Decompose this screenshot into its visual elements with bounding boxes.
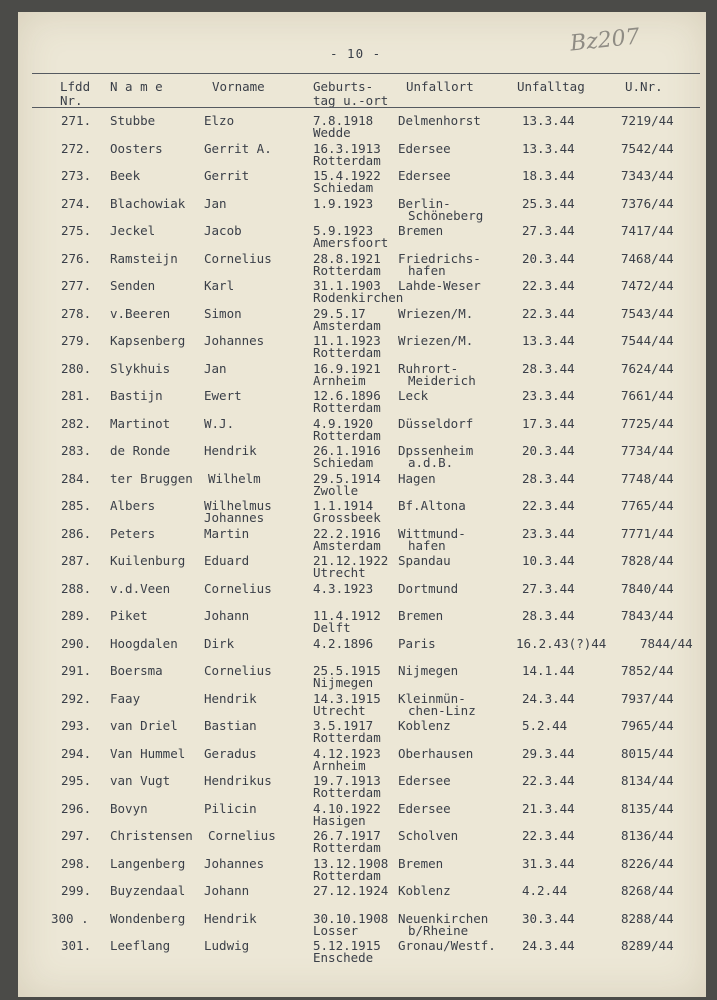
row-birth-date: 1.9.1923 bbox=[313, 195, 374, 211]
row-birth-place: Rotterdam bbox=[313, 867, 381, 883]
row-case-number: 7376/44 bbox=[621, 195, 674, 211]
row-case-number: 7661/44 bbox=[621, 388, 674, 403]
row-number: 277. bbox=[61, 278, 92, 293]
row-birth-date: 4.3.1923 bbox=[313, 580, 374, 596]
row-accident-date: 13.3.44 bbox=[522, 113, 575, 128]
row-accident-date: 24.3.44 bbox=[522, 690, 575, 706]
row-case-number: 7544/44 bbox=[621, 333, 674, 348]
row-number: 273. bbox=[61, 168, 92, 183]
table-row bbox=[0, 472, 717, 500]
row-birth-date: 4.9.1920 bbox=[313, 415, 374, 431]
row-surname: ter Bruggen bbox=[110, 470, 193, 486]
row-firstname: Hendrik bbox=[204, 910, 257, 926]
row-case-number: 7417/44 bbox=[621, 223, 674, 238]
row-firstname: Karl bbox=[204, 278, 235, 293]
row-birth-date: 15.4.1922 bbox=[313, 168, 381, 183]
row-surname: Faay bbox=[110, 690, 141, 706]
row-surname: Boersma bbox=[110, 663, 163, 678]
table-row bbox=[0, 857, 717, 885]
row-surname: Slykhuis bbox=[110, 360, 171, 376]
row-accident-place-2: a.d.B. bbox=[408, 455, 454, 470]
row-birth-place: Utrecht bbox=[313, 702, 366, 718]
row-accident-date: 24.3.44 bbox=[522, 938, 575, 953]
row-accident-date: 20.3.44 bbox=[522, 250, 575, 266]
row-accident-place: Gronau/Westf. bbox=[398, 938, 496, 953]
row-accident-date: 16.2.43(?)44 bbox=[516, 635, 607, 651]
row-birth-place: Hasigen bbox=[313, 812, 366, 828]
table-row bbox=[0, 334, 717, 362]
row-case-number: 7343/44 bbox=[621, 168, 674, 183]
row-number: 284. bbox=[61, 470, 92, 486]
table-row bbox=[0, 114, 717, 142]
row-number: 278. bbox=[61, 305, 92, 321]
row-accident-place: Edersee bbox=[398, 168, 451, 183]
row-number: 281. bbox=[61, 388, 92, 403]
row-accident-date: 27.3.44 bbox=[522, 223, 575, 238]
row-surname: Bastijn bbox=[110, 388, 163, 403]
table-row bbox=[0, 609, 717, 637]
row-birth-place: Arnheim bbox=[313, 757, 366, 773]
row-number: 294. bbox=[61, 745, 92, 761]
row-firstname: Geradus bbox=[204, 745, 257, 761]
row-firstname: Cornelius bbox=[204, 663, 272, 678]
row-accident-date: 20.3.44 bbox=[522, 443, 575, 458]
row-case-number: 7937/44 bbox=[621, 690, 674, 706]
row-firstname: Johann bbox=[204, 608, 250, 623]
table-row bbox=[0, 142, 717, 170]
row-surname: Christensen bbox=[110, 828, 193, 843]
row-surname: v.Beeren bbox=[110, 305, 171, 321]
row-surname: Peters bbox=[110, 525, 156, 541]
row-birth-date: 29.5.1914 bbox=[313, 470, 381, 486]
table-row bbox=[0, 224, 717, 252]
row-case-number: 8134/44 bbox=[621, 773, 674, 788]
row-case-number: 7965/44 bbox=[621, 718, 674, 733]
row-accident-date: 27.3.44 bbox=[522, 580, 575, 596]
row-accident-place-2: b/Rheine bbox=[408, 922, 469, 938]
row-surname: Stubbe bbox=[110, 113, 156, 128]
row-accident-date: 17.3.44 bbox=[522, 415, 575, 431]
row-accident-date: 18.3.44 bbox=[522, 168, 575, 183]
row-firstname: Dirk bbox=[204, 635, 235, 651]
table-row bbox=[0, 829, 717, 857]
row-number: 279. bbox=[61, 333, 92, 348]
row-accident-place: Edersee bbox=[398, 800, 451, 816]
row-surname: Langenberg bbox=[110, 855, 186, 871]
row-birth-place: Wedde bbox=[313, 125, 351, 140]
row-accident-place: Edersee bbox=[398, 773, 451, 788]
row-accident-place-2: chen-Linz bbox=[408, 702, 476, 718]
row-number: 290. bbox=[61, 635, 92, 651]
row-accident-date: 22.3.44 bbox=[522, 278, 575, 293]
row-birth-date: 1.1.1914 bbox=[313, 498, 374, 513]
row-birth-date: 29.5.17 bbox=[313, 305, 366, 321]
row-accident-place: Koblenz bbox=[398, 718, 451, 733]
row-surname: de Ronde bbox=[110, 443, 171, 458]
row-surname: Blachowiak bbox=[110, 195, 186, 211]
row-firstname: Hendrik bbox=[204, 443, 257, 458]
row-accident-place: Koblenz bbox=[398, 883, 451, 898]
row-firstname: Johannes bbox=[204, 333, 265, 348]
table-row bbox=[0, 169, 717, 197]
row-number: 292. bbox=[61, 690, 92, 706]
row-accident-place: Oberhausen bbox=[398, 745, 474, 761]
row-birth-place: Schiedam bbox=[313, 455, 374, 470]
row-accident-date: 4.2.44 bbox=[522, 883, 568, 898]
row-number: 298. bbox=[61, 855, 92, 871]
row-accident-place-2: Meiderich bbox=[408, 372, 476, 388]
row-birth-date: 27.12.1924 bbox=[313, 883, 389, 898]
row-firstname: Cornelius bbox=[204, 580, 272, 596]
row-firstname: Martin bbox=[204, 525, 250, 541]
row-case-number: 7840/44 bbox=[621, 580, 674, 596]
row-case-number: 7828/44 bbox=[621, 553, 674, 568]
row-case-number: 7468/44 bbox=[621, 250, 674, 266]
row-case-number: 7542/44 bbox=[621, 140, 674, 156]
row-surname: Hoogdalen bbox=[110, 635, 178, 651]
row-accident-place: Bremen bbox=[398, 223, 444, 238]
row-surname: Albers bbox=[110, 498, 156, 513]
row-birth-place: Zwolle bbox=[313, 482, 359, 498]
table-row bbox=[0, 279, 717, 307]
row-number: 299. bbox=[61, 883, 92, 898]
header-bottom-rule bbox=[32, 107, 700, 108]
row-number: 300 . bbox=[51, 910, 89, 926]
row-accident-place: Bremen bbox=[398, 855, 444, 871]
row-surname: van Driel bbox=[110, 718, 178, 733]
row-firstname: Jan bbox=[204, 360, 227, 376]
row-birth-place: Rotterdam bbox=[313, 152, 381, 168]
row-firstname: Wilhelmus bbox=[204, 498, 272, 513]
row-accident-place: Dpssenheim bbox=[398, 443, 474, 458]
row-birth-date: 22.2.1916 bbox=[313, 525, 381, 541]
row-firstname: Cornelius bbox=[204, 250, 272, 266]
table-row bbox=[0, 389, 717, 417]
row-birth-place: Rotterdam bbox=[313, 840, 381, 855]
row-accident-place: Ruhrort- bbox=[398, 360, 459, 376]
row-accident-place: Wittmund- bbox=[398, 525, 466, 541]
table-row bbox=[0, 637, 717, 665]
row-birth-date: 16.3.1913 bbox=[313, 140, 381, 156]
row-surname: Piket bbox=[110, 608, 148, 623]
table-row bbox=[0, 417, 717, 445]
row-accident-place: Edersee bbox=[398, 140, 451, 156]
row-birth-date: 25.5.1915 bbox=[313, 663, 381, 678]
header-unfallort: Unfallort bbox=[406, 79, 474, 94]
row-accident-date: 22.3.44 bbox=[522, 498, 575, 513]
row-case-number: 7765/44 bbox=[621, 498, 674, 513]
row-birth-date: 21.12.1922 bbox=[313, 553, 389, 568]
row-number: 289. bbox=[61, 608, 92, 623]
row-birth-date: 3.5.1917 bbox=[313, 718, 374, 733]
row-accident-place: Paris bbox=[398, 635, 436, 651]
row-case-number: 7725/44 bbox=[621, 415, 674, 431]
row-firstname: Wilhelm bbox=[208, 470, 261, 486]
row-number: 301. bbox=[61, 938, 92, 953]
row-birth-date: 26.7.1917 bbox=[313, 828, 381, 843]
row-firstname: Simon bbox=[204, 305, 242, 321]
row-accident-place-2: hafen bbox=[408, 262, 446, 278]
table-row bbox=[0, 664, 717, 692]
row-accident-place-2: hafen bbox=[408, 537, 446, 553]
header-unfalltag: Unfalltag bbox=[517, 79, 585, 94]
row-firstname: Jacob bbox=[204, 223, 242, 238]
row-number: 288. bbox=[61, 580, 92, 596]
row-accident-place: Dortmund bbox=[398, 580, 459, 596]
row-birth-date: 4.10.1922 bbox=[313, 800, 381, 816]
row-number: 291. bbox=[61, 663, 92, 678]
row-number: 296. bbox=[61, 800, 92, 816]
header-top-rule bbox=[32, 73, 700, 74]
row-birth-place: Grossbeek bbox=[313, 510, 381, 525]
row-birth-place: Rotterdam bbox=[313, 345, 381, 360]
row-accident-date: 5.2.44 bbox=[522, 718, 568, 733]
row-birth-date: 5.9.1923 bbox=[313, 223, 374, 238]
row-accident-date: 28.3.44 bbox=[522, 360, 575, 376]
row-birth-date: 16.9.1921 bbox=[313, 360, 381, 376]
row-accident-date: 28.3.44 bbox=[522, 470, 575, 486]
row-surname: Bovyn bbox=[110, 800, 148, 816]
row-accident-date: 10.3.44 bbox=[522, 553, 575, 568]
row-birth-place: Arnheim bbox=[313, 372, 366, 388]
row-number: 295. bbox=[61, 773, 92, 788]
row-accident-place: Bf.Altona bbox=[398, 498, 466, 513]
row-birth-date: 7.8.1918 bbox=[313, 113, 374, 128]
row-accident-place: Lahde-Weser bbox=[398, 278, 481, 293]
row-surname: Senden bbox=[110, 278, 156, 293]
row-case-number: 7624/44 bbox=[621, 360, 674, 376]
row-surname: Oosters bbox=[110, 140, 163, 156]
row-accident-date: 22.3.44 bbox=[522, 828, 575, 843]
row-accident-date: 13.3.44 bbox=[522, 140, 575, 156]
row-case-number: 8289/44 bbox=[621, 938, 674, 953]
row-accident-place: Nijmegen bbox=[398, 663, 459, 678]
row-case-number: 7852/44 bbox=[621, 663, 674, 678]
row-number: 280. bbox=[61, 360, 92, 376]
row-case-number: 8268/44 bbox=[621, 883, 674, 898]
row-number: 275. bbox=[61, 223, 92, 238]
row-case-number: 7844/44 bbox=[640, 635, 693, 651]
row-birth-date: 31.1.1903 bbox=[313, 278, 381, 293]
row-case-number: 7219/44 bbox=[621, 113, 674, 128]
row-birth-date: 11.1.1923 bbox=[313, 333, 381, 348]
table-row bbox=[0, 527, 717, 555]
row-birth-place: Losser bbox=[313, 922, 359, 938]
row-case-number: 8288/44 bbox=[621, 910, 674, 926]
table-row bbox=[0, 252, 717, 280]
row-birth-place: Amsterdam bbox=[313, 317, 381, 333]
row-case-number: 8135/44 bbox=[621, 800, 674, 816]
row-case-number: 8015/44 bbox=[621, 745, 674, 761]
row-firstname: Jan bbox=[204, 195, 227, 211]
row-surname: Wondenberg bbox=[110, 910, 186, 926]
row-accident-place: Düsseldorf bbox=[398, 415, 474, 431]
row-accident-place: Friedrichs- bbox=[398, 250, 481, 266]
row-firstname: Ewert bbox=[204, 388, 242, 403]
header-geburt-line1: Geburts- bbox=[313, 79, 374, 94]
row-birth-place: Rotterdam bbox=[313, 730, 381, 745]
row-accident-date: 23.3.44 bbox=[522, 388, 575, 403]
row-accident-date: 29.3.44 bbox=[522, 745, 575, 761]
row-surname: Jeckel bbox=[110, 223, 156, 238]
row-case-number: 8136/44 bbox=[621, 828, 674, 843]
row-accident-place: Neuenkirchen bbox=[398, 910, 489, 926]
row-birth-place: Nijmegen bbox=[313, 675, 374, 690]
row-birth-place: Rotterdam bbox=[313, 262, 381, 278]
row-firstname: Hendrikus bbox=[204, 773, 272, 788]
header-geburt-line2: tag u.-ort bbox=[313, 93, 389, 108]
row-firstname: W.J. bbox=[204, 415, 235, 431]
row-surname: Martinot bbox=[110, 415, 171, 431]
row-birth-place: Utrecht bbox=[313, 565, 366, 580]
row-number: 286. bbox=[61, 525, 92, 541]
row-accident-place-2: Schöneberg bbox=[408, 207, 484, 223]
row-case-number: 7748/44 bbox=[621, 470, 674, 486]
row-birth-place: Rotterdam bbox=[313, 427, 381, 443]
row-birth-date: 30.10.1908 bbox=[313, 910, 389, 926]
row-firstname: Gerrit A. bbox=[204, 140, 272, 156]
row-accident-place: Hagen bbox=[398, 470, 436, 486]
row-birth-date: 28.8.1921 bbox=[313, 250, 381, 266]
row-number: 272. bbox=[61, 140, 92, 156]
row-accident-date: 28.3.44 bbox=[522, 608, 575, 623]
row-firstname: Ludwig bbox=[204, 938, 250, 953]
row-surname: Leeflang bbox=[110, 938, 171, 953]
row-accident-place: Wriezen/M. bbox=[398, 305, 474, 321]
table-row bbox=[0, 692, 717, 720]
row-birth-place: Delft bbox=[313, 620, 351, 635]
row-birth-date: 14.3.1915 bbox=[313, 690, 381, 706]
row-accident-date: 31.3.44 bbox=[522, 855, 575, 871]
row-number: 282. bbox=[61, 415, 92, 431]
row-accident-place: Scholven bbox=[398, 828, 459, 843]
table-row bbox=[0, 499, 717, 527]
row-firstname: Gerrit bbox=[204, 168, 250, 183]
row-accident-place: Kleinmün- bbox=[398, 690, 466, 706]
row-case-number: 7472/44 bbox=[621, 278, 674, 293]
header-lfd bbox=[60, 80, 90, 108]
table-row bbox=[0, 719, 717, 747]
row-birth-place: Rotterdam bbox=[313, 785, 381, 800]
row-number: 274. bbox=[61, 195, 92, 211]
row-firstname-2: Johannes bbox=[204, 510, 265, 525]
row-surname: Van Hummel bbox=[110, 745, 186, 761]
row-firstname: Bastian bbox=[204, 718, 257, 733]
row-accident-place: Spandau bbox=[398, 553, 451, 568]
row-surname: v.d.Veen bbox=[110, 580, 171, 596]
row-number: 271. bbox=[61, 113, 92, 128]
row-number: 297. bbox=[61, 828, 92, 843]
row-firstname: Johannes bbox=[204, 855, 265, 871]
row-surname: Ramsteijn bbox=[110, 250, 178, 266]
row-birth-place: Amsterdam bbox=[313, 537, 381, 553]
row-birth-date: 12.6.1896 bbox=[313, 388, 381, 403]
row-firstname: Eduard bbox=[204, 553, 250, 568]
row-accident-place: Berlin- bbox=[398, 195, 451, 211]
row-accident-place: Bremen bbox=[398, 608, 444, 623]
row-birth-date: 5.12.1915 bbox=[313, 938, 381, 953]
header-unr: U.Nr. bbox=[625, 79, 663, 94]
header-geburtstag bbox=[313, 80, 388, 108]
table-row bbox=[0, 444, 717, 472]
row-birth-place: Schiedam bbox=[313, 180, 374, 195]
row-firstname: Johann bbox=[204, 883, 250, 898]
row-accident-place: Delmenhorst bbox=[398, 113, 481, 128]
row-number: 283. bbox=[61, 443, 92, 458]
row-birth-date: 26.1.1916 bbox=[313, 443, 381, 458]
row-birth-place: Rodenkirchen bbox=[313, 290, 404, 305]
row-case-number: 7843/44 bbox=[621, 608, 674, 623]
row-surname: van Vugt bbox=[110, 773, 171, 788]
row-accident-place: Leck bbox=[398, 388, 429, 403]
row-case-number: 7734/44 bbox=[621, 443, 674, 458]
row-number: 285. bbox=[61, 498, 92, 513]
table-row bbox=[0, 197, 717, 225]
row-firstname: Elzo bbox=[204, 113, 235, 128]
row-accident-date: 25.3.44 bbox=[522, 195, 575, 211]
row-number: 276. bbox=[61, 250, 92, 266]
row-birth-date: 4.2.1896 bbox=[313, 635, 374, 651]
row-accident-date: 13.3.44 bbox=[522, 333, 575, 348]
row-accident-date: 21.3.44 bbox=[522, 800, 575, 816]
row-firstname: Cornelius bbox=[208, 828, 276, 843]
row-case-number: 7543/44 bbox=[621, 305, 674, 321]
table-row bbox=[0, 802, 717, 830]
row-surname: Kuilenburg bbox=[110, 553, 186, 568]
row-surname: Kapsenberg bbox=[110, 333, 186, 348]
header-name: N a m e bbox=[110, 79, 163, 94]
row-birth-date: 4.12.1923 bbox=[313, 745, 381, 761]
row-birth-date: 13.12.1908 bbox=[313, 855, 389, 871]
table-row bbox=[0, 747, 717, 775]
header-lfd-line2: Nr. bbox=[60, 93, 83, 108]
row-firstname: Hendrik bbox=[204, 690, 257, 706]
row-surname: Buyzendaal bbox=[110, 883, 186, 898]
archive-stamp: Bz207 bbox=[568, 24, 641, 57]
row-firstname: Pilicin bbox=[204, 800, 257, 816]
header-lfd-line1: Lfdd bbox=[60, 79, 91, 94]
row-birth-date: 19.7.1913 bbox=[313, 773, 381, 788]
row-accident-date: 14.1.44 bbox=[522, 663, 575, 678]
row-number: 287. bbox=[61, 553, 92, 568]
row-case-number: 7771/44 bbox=[621, 525, 674, 541]
table-row bbox=[0, 582, 717, 610]
table-row bbox=[0, 884, 717, 912]
row-accident-date: 22.3.44 bbox=[522, 773, 575, 788]
table-row bbox=[0, 774, 717, 802]
row-birth-place: Enschede bbox=[313, 950, 374, 965]
table-row bbox=[0, 554, 717, 582]
row-accident-date: 30.3.44 bbox=[522, 910, 575, 926]
row-accident-date: 22.3.44 bbox=[522, 305, 575, 321]
page-number: - 10 - bbox=[330, 46, 382, 61]
row-case-number: 8226/44 bbox=[621, 855, 674, 871]
table-row bbox=[0, 362, 717, 390]
table-row bbox=[0, 307, 717, 335]
table-row bbox=[0, 939, 717, 967]
row-birth-date: 11.4.1912 bbox=[313, 608, 381, 623]
row-accident-place: Wriezen/M. bbox=[398, 333, 474, 348]
row-number: 293. bbox=[61, 718, 92, 733]
header-vorname: Vorname bbox=[212, 79, 265, 94]
row-accident-date: 23.3.44 bbox=[522, 525, 575, 541]
table-row bbox=[0, 912, 717, 940]
row-surname: Beek bbox=[110, 168, 141, 183]
row-birth-place: Amersfoort bbox=[313, 235, 389, 250]
row-birth-place: Rotterdam bbox=[313, 400, 381, 415]
